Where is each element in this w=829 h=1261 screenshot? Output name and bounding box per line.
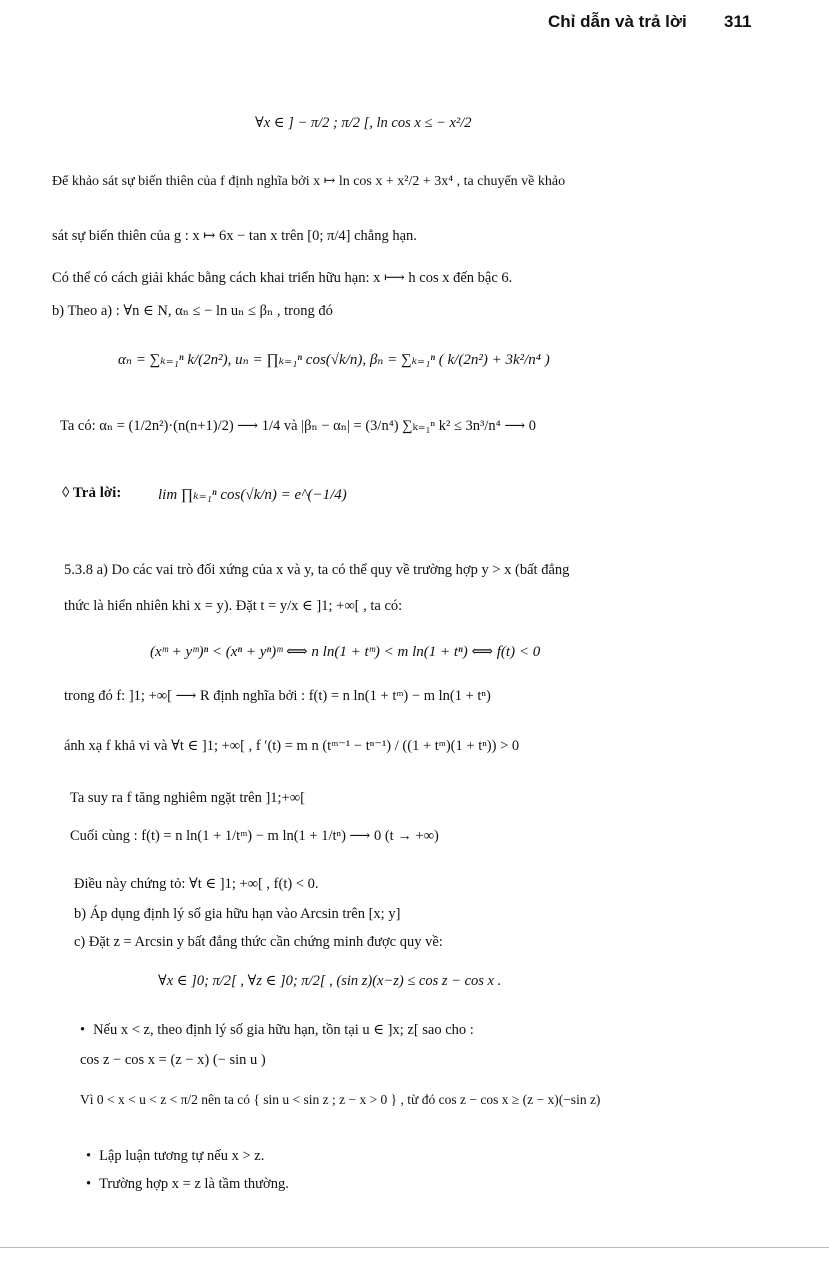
bullet-item-2: • Lập luận tương tự nếu x > z. (86, 1148, 264, 1165)
text-line-3: sát sự biến thiên của g : x ↦ 6x − tan x trên [0; π/4] chẳng hạn. (52, 228, 417, 244)
text-line-22: Vì 0 < x < u < z < π/2 nên ta có { sin u < sin z ; z − x > 0 } , từ đó cos z − cos x ≥ (z − x)(−sin z) (80, 1092, 601, 1107)
page-number: 311 (724, 12, 752, 31)
formula-line-6: αₙ = ∑ₖ₌₁ⁿ k/(2n²), uₙ = ∏ₖ₌₁ⁿ cos(√k/n), βₙ = ∑ₖ₌₁ⁿ ( k/(2n²) + 3k²/n⁴ ) (118, 352, 550, 368)
text-line-16: Điều này chứng tỏ: ∀t ∈ ]1; +∞[ , f(t) < 0. (74, 876, 319, 892)
formula-line-1: ∀x ∈ ] − π/2 ; π/2 [, ln cos x ≤ − x²/2 (255, 115, 472, 131)
text-line-4: Có thể có cách giải khác bằng cách khai triển hữu hạn: x ⟼ h cos x đến bậc 6. (52, 270, 513, 286)
bullet-item-1: • Nếu x < z, theo định lý số gia hữu hạn, tồn tại u ∈ ]x; z[ sao cho : (80, 1022, 474, 1039)
text-line-17: b) Áp dụng định lý số gia hữu hạn vào Arcsin trên [x; y] (74, 906, 401, 922)
formula-line-19: ∀x ∈ ]0; π/2[ , ∀z ∈ ]0; π/2[ , (sin z)(x−z) ≤ cos z − cos x . (158, 973, 502, 989)
text-line-18: c) Đặt z = Arcsin y bất đẳng thức cần chứng minh được quy về: (74, 934, 443, 950)
text-line-12: trong đó f: ]1; +∞[ ⟶ R định nghĩa bởi : f(t) = n ln(1 + tᵐ) − m ln(1 + tⁿ) (64, 688, 491, 704)
text-line-2: Để khảo sát sự biến thiên của f định nghĩa bởi x ↦ ln cos x + x²/2 + 3x⁴ , ta chuyển về khảo (52, 174, 566, 189)
answer-formula: lim ∏ₖ₌₁ⁿ cos(√k/n) = e^(−1/4) (158, 487, 347, 503)
bullet-item-3: • Trường hợp x = z là tầm thường. (86, 1176, 289, 1193)
section-5-3-8-line: 5.3.8 a) Do các vai trò đối xứng của x và y, ta có thể quy về trường hợp y > x (bất đẳng (64, 562, 570, 578)
text-line-10: thức là hiển nhiên khi x = y). Đặt t = y/x ∈ ]1; +∞[ , ta có: (64, 598, 403, 614)
page-bottom-rule (0, 1247, 829, 1248)
text-line-5: b) Theo a) : ∀n ∈ N, αₙ ≤ − ln uₙ ≤ βₙ , trong đó (52, 303, 333, 319)
formula-line-11: (xᵐ + yᵐ)ⁿ < (xⁿ + yⁿ)ᵐ ⟺ n ln(1 + tᵐ) < m ln(1 + tⁿ) ⟺ f(t) < 0 (150, 644, 541, 660)
answer-label: ◊ Trả lời: (62, 485, 122, 501)
text-line-15: Cuối cùng : f(t) = n ln(1 + 1/tᵐ) − m ln(1 + 1/tⁿ) ⟶ 0 (t → +∞) (70, 828, 439, 844)
page-header-title: Chỉ dẫn và trả lời (548, 12, 687, 31)
text-line-13: ánh xạ f khả vi và ∀t ∈ ]1; +∞[ , f ′(t) = m n (tᵐ⁻¹ − tⁿ⁻¹) / ((1 + tᵐ)(1 + tⁿ)) > 0 (64, 738, 520, 754)
text-line-14: Ta suy ra f tăng nghiêm ngặt trên ]1;+∞[ (70, 790, 305, 806)
text-line-21: cos z − cos x = (z − x) (− sin u ) (80, 1052, 266, 1068)
text-line-7: Ta có: αₙ = (1/2n²)·(n(n+1)/2) ⟶ 1/4 và |βₙ − αₙ| = (3/n⁴) ∑ₖ₌₁ⁿ k² ≤ 3n³/n⁴ ⟶ 0 (60, 418, 537, 434)
